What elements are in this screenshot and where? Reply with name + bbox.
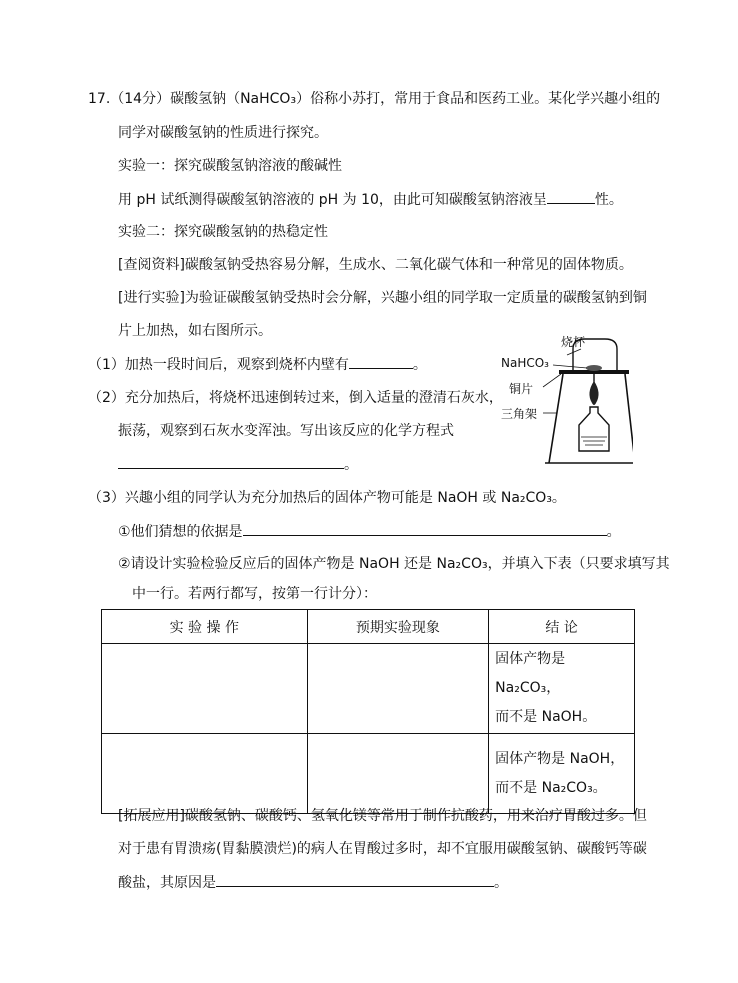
table-row — [102, 734, 635, 814]
operation-cell[interactable] — [102, 644, 308, 734]
conclusion-line-1: 固体产物是 Na₂CO₃， — [495, 651, 566, 696]
answer-blank-basis[interactable] — [243, 521, 607, 536]
apparatus-figure — [497, 337, 633, 467]
label-beaker: 烧杯 — [561, 335, 586, 349]
conclusion-cell — [489, 734, 635, 814]
operation-cell[interactable] — [102, 734, 308, 814]
header-phenomenon: 预期实验现象 — [307, 610, 489, 644]
question-header: 17.（14分）碳酸氢钠（NaHCO₃）俗称小苏打，常用于食品和医药工业。某化学兴趣小组的 — [88, 91, 661, 107]
sub-question-2: （2）充分加热后，将烧杯迅速倒转过来，倒入适量的澄清石灰水， — [88, 390, 503, 406]
answer-blank-equation[interactable] — [118, 454, 344, 469]
q3-1-end: 。 — [606, 524, 621, 540]
experiment-table — [101, 609, 635, 814]
q1-text: （1）加热一段时间后，观察到烧杯内壁有 — [88, 357, 349, 373]
conclusion-line-1: 固体产物是 NaOH， — [495, 750, 625, 767]
nahco3-powder — [586, 365, 602, 371]
equation-line — [118, 454, 358, 475]
question-header-cont: 同学对碳酸氢钠的性质进行探究。 — [118, 125, 328, 141]
sub-question-3-2-cont: 中一行。若两行都写，按第一行计分）： — [132, 586, 377, 602]
header-conclusion: 结 论 — [489, 610, 635, 644]
experiment-1-title: 实验一：探究碳酸氢钠溶液的酸碱性 — [118, 158, 342, 174]
experiment-1-text-b: 性。 — [594, 192, 623, 208]
table-header-row — [102, 610, 635, 644]
experiment-1-text-a: 用 pH 试纸测得碳酸氢钠溶液的 pH 为 10，由此可知碳酸氢钠溶液呈 — [118, 192, 547, 208]
q3-1-text: ①他们猜想的依据是 — [118, 524, 243, 540]
label-tripod: 三角架 — [501, 407, 538, 421]
label-copper: 铜片 — [509, 382, 534, 396]
reference-text: [查阅资料]碳酸氢钠受热容易分解，生成水、二氧化碳气体和一种常见的固体物质。 — [118, 257, 633, 273]
conclusion-line-2: 而不是 NaOH。 — [495, 709, 597, 725]
ext-end: 。 — [494, 875, 508, 891]
sub-question-3-1 — [118, 521, 621, 542]
phenomenon-cell[interactable] — [307, 644, 489, 734]
procedure-text: [进行实验]为验证碳酸氢钠受热时会分解，兴趣小组的同学取一定质量的碳酸氢钠到铜 — [118, 290, 647, 306]
alcohol-lamp — [579, 407, 609, 451]
flame — [589, 381, 598, 405]
q2-end: 。 — [344, 457, 358, 473]
experiment-2-title: 实验二：探究碳酸氢钠的热稳定性 — [118, 224, 328, 240]
extension-text-c — [118, 872, 508, 893]
experiment-1-text — [118, 189, 623, 210]
procedure-text-cont: 片上加热，如右图所示。 — [118, 323, 272, 339]
sub-question-3-2: ②请设计实验检验反应后的固体产物是 NaOH 还是 Na₂CO₃，并填入下表（只要求填写其 — [118, 556, 670, 572]
header-operation: 实 验 操 作 — [102, 610, 308, 644]
extension-text-b: 对于患有胃溃疡(胃黏膜溃烂)的病人在胃酸过多时，却不宜服用碳酸氢钠、碳酸钙等碳 — [118, 841, 647, 857]
ext-c-text: 酸盐，其原因是 — [118, 875, 216, 891]
q1-end: 。 — [412, 357, 427, 373]
extension-text-a: [拓展应用]碳酸氢钠、碳酸钙、氢氧化镁等常用于制作抗酸药，用来治疗胃酸过多。但 — [118, 808, 647, 824]
label-nahco3: NaHCO₃ — [501, 356, 549, 370]
table-row — [102, 644, 635, 734]
conclusion-line-2: 而不是 Na₂CO₃。 — [495, 779, 607, 796]
sub-question-1 — [88, 354, 427, 375]
answer-blank-q1[interactable] — [349, 354, 413, 369]
answer-blank-acidity[interactable] — [547, 189, 595, 204]
sub-question-3: （3）兴趣小组的同学认为充分加热后的固体产物可能是 NaOH 或 Na₂CO₃。 — [88, 490, 566, 506]
conclusion-cell — [489, 644, 635, 734]
sub-question-2-cont: 振荡，观察到石灰水变浑浊。写出该反应的化学方程式 — [118, 423, 454, 439]
answer-blank-reason[interactable] — [216, 872, 494, 887]
phenomenon-cell[interactable] — [307, 734, 489, 814]
